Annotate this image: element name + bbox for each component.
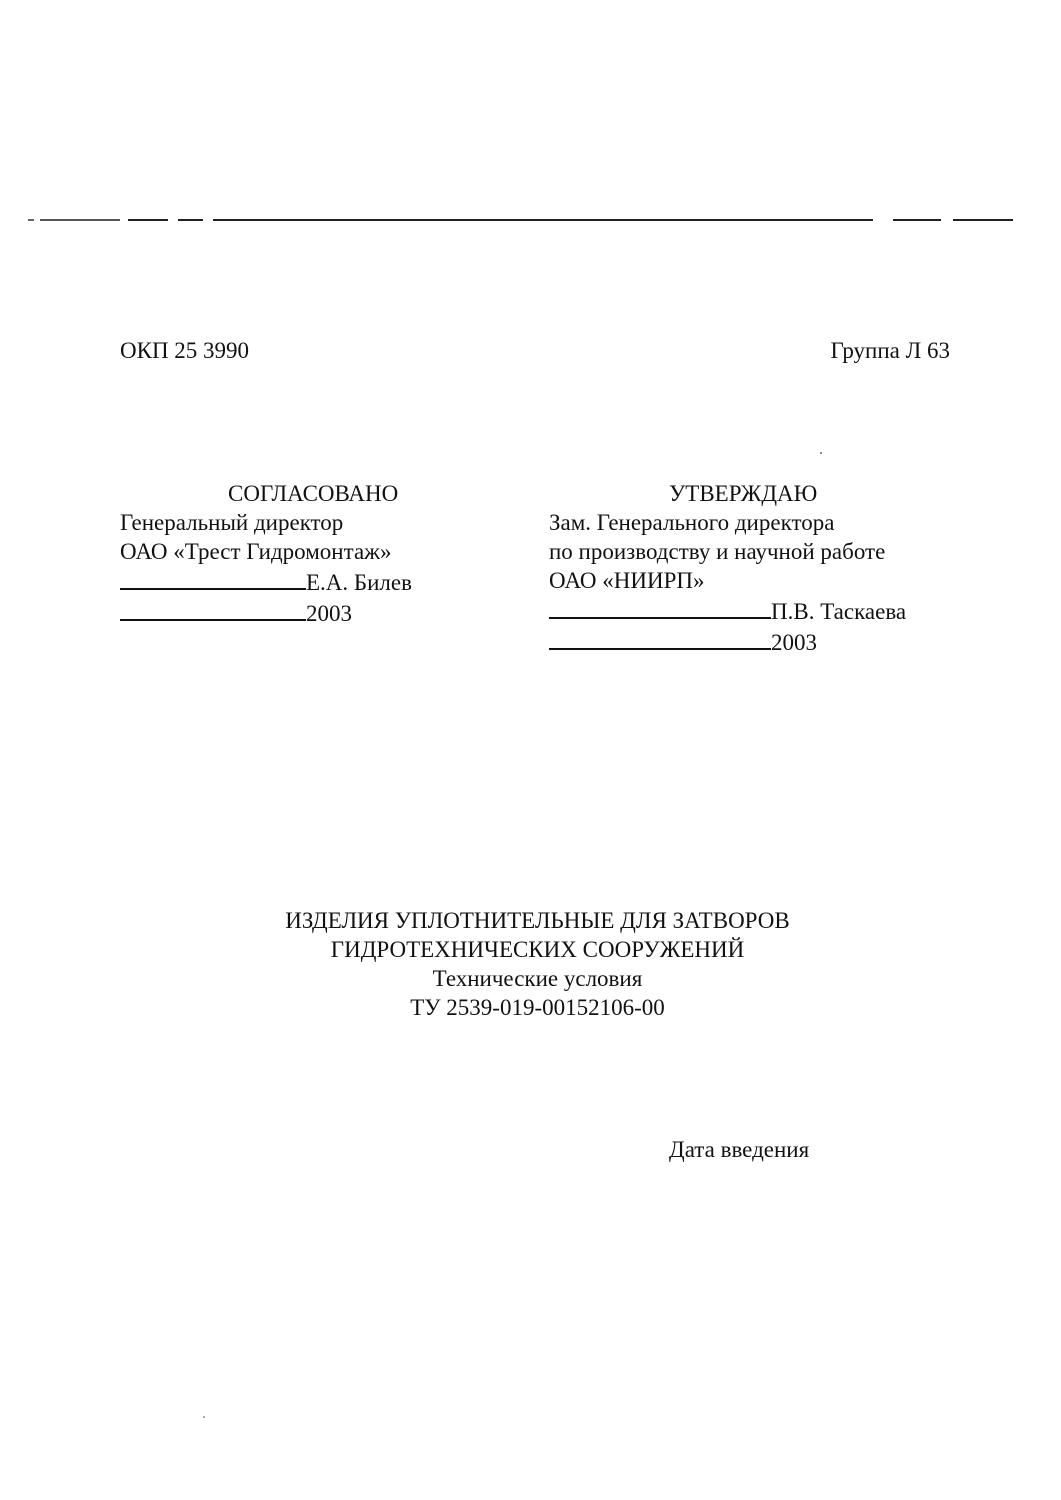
agreed-position: Генеральный директор — [120, 510, 344, 535]
title-line2: ГИДРОТЕХНИЧЕСКИХ СООРУЖЕНИЙ — [330, 937, 745, 962]
agreed-signature-line — [120, 566, 440, 597]
agreed-heading: СОГЛАСОВАНО — [228, 481, 399, 506]
approve-year: 2003 — [771, 630, 817, 655]
agreed-signer: Е.А. Билев — [306, 570, 412, 595]
approve-position-line2: по производству и научной работе — [549, 539, 886, 564]
approve-block — [549, 479, 949, 657]
scan-speck — [820, 452, 822, 454]
intro-date-label: Дата введения — [669, 1137, 810, 1162]
date-blank — [549, 626, 771, 650]
approve-organization: ОАО «НИИРП» — [549, 568, 705, 593]
agreed-year: 2003 — [306, 601, 352, 626]
agreed-organization: ОАО «Трест Гидромонтаж» — [120, 539, 392, 564]
okp-code: ОКП 25 3990 — [120, 338, 250, 363]
document-title — [0, 906, 1061, 1022]
agreed-date-line — [120, 597, 440, 628]
signature-blank — [549, 595, 771, 619]
approve-signature-line — [549, 595, 949, 626]
scan-speck — [203, 1416, 205, 1418]
top-rule — [28, 219, 1013, 222]
agreed-block — [120, 479, 440, 628]
title-line1: ИЗДЕЛИЯ УПЛОТНИТЕЛЬНЫЕ ДЛЯ ЗАТВОРОВ — [285, 908, 790, 933]
title-code: ТУ 2539-019-00152106-00 — [410, 995, 665, 1020]
date-blank — [120, 597, 306, 621]
signature-blank — [120, 566, 306, 590]
title-subtitle: Технические условия — [432, 966, 643, 991]
approve-position-line1: Зам. Генерального директора — [549, 510, 835, 535]
approve-heading: УТВЕРЖДАЮ — [669, 481, 818, 506]
group-code: Группа Л 63 — [830, 338, 950, 363]
approve-signer: П.В. Таскаева — [771, 599, 907, 624]
approve-date-line — [549, 626, 949, 657]
